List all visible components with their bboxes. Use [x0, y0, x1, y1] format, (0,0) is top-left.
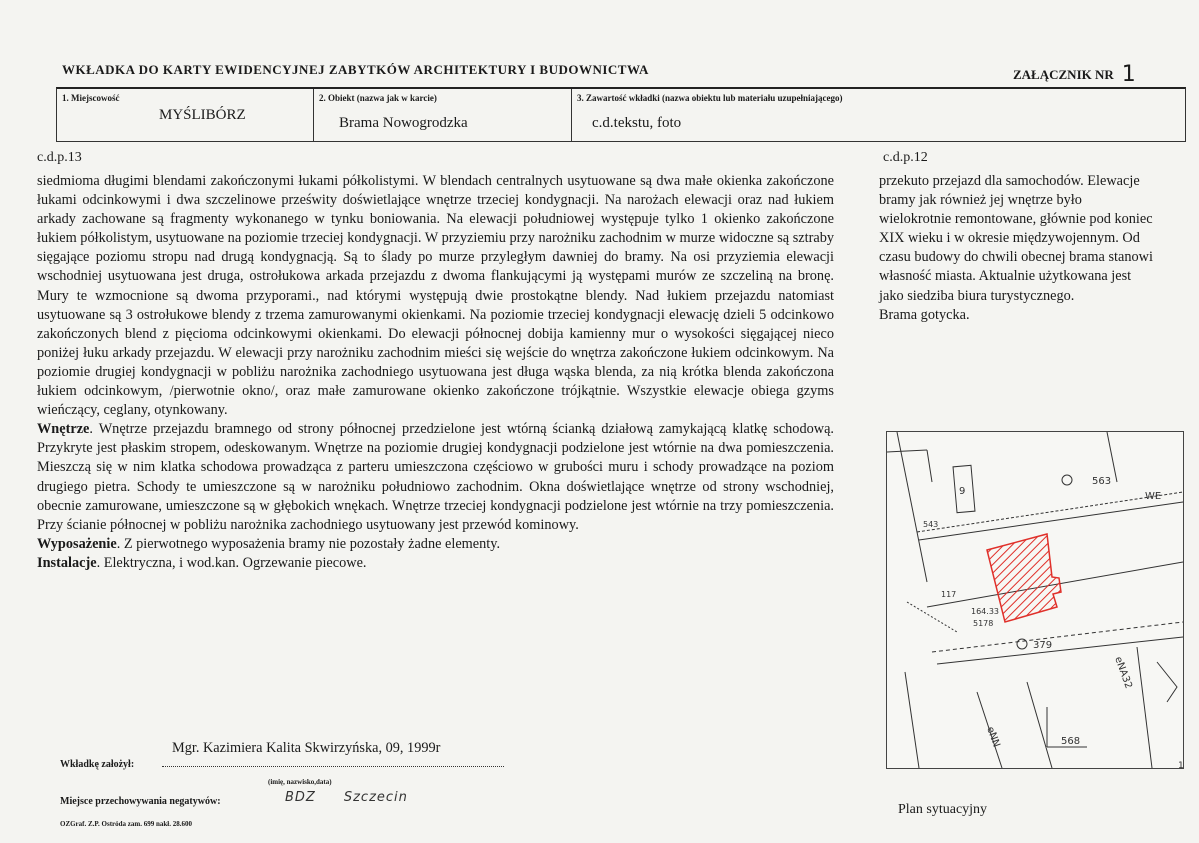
form-title: WKŁADKA DO KARTY EWIDENCYJNEJ ZABYTKÓW ARCHITEKTURY I BUDOWNICTWA	[62, 62, 649, 77]
label-379: 379	[1033, 640, 1053, 651]
survey-point-2	[1017, 639, 1027, 649]
heading-installations: Instalacje	[37, 554, 97, 571]
right-text	[879, 172, 1157, 325]
street-line-north-2	[919, 502, 1183, 540]
plot-line-1	[887, 450, 927, 452]
installations-text: . Elektryczna, i wod.kan. Ogrzewanie piecowe.	[96, 554, 367, 571]
survey-point-1	[1062, 475, 1072, 485]
field-contents-value: c.d.tekstu, foto	[592, 115, 682, 131]
field-locality-value: MYŚLIBÓRZ	[159, 107, 246, 123]
road-line-5	[1027, 682, 1052, 768]
heading-interior: Wnętrze	[37, 421, 90, 438]
road-line-2	[915, 522, 927, 582]
equipment-text: . Z pierwotnego wyposażenia bramy nie pozostały żadne elementy.	[116, 535, 501, 552]
paragraph-style: Brama gotycka.	[879, 306, 970, 323]
plot-line-3	[1107, 432, 1117, 482]
label-5178: 5178	[973, 619, 994, 628]
paragraph-history: przekuto przejazd dla samochodów. Elewacje bramy jak również jej wnętrze było wielokrotnie remontowane, głównie pod koniec XIX wieku i w okresie międzywojennym. Od czasu budowy do chwili obecnej brama stanowi własność miasta. Aktualnie użytkowana jest jako siedziba biura turystycznego.	[879, 173, 1153, 304]
interior-text: . Wnętrze przejazdu bramnego od strony północnej przedzielone jest wtórną ścianką działową zamykającą klatkę schodową. Przykryte jest płaskim stropem, odeskowanym. Wnętrze na poziomie drugiej kondygnacji podzielone jest wtórnie na dwa pomieszczenia. Mieszczą się w nim klatka schodowa prowadząca z parteru umieszczona częściowo w grubości muru i schody prowadzące na poziom drugiego pietra. Schody te umieszczone są w narożniku południowo zachodnim. Okna doświetlające wnętrze od strony wschodniej, obecnie zamurowane, umieszczone są w głębokich wnękach. Wnętrze trzeciej kondygnacji podzielone jest wtórnie na trzy pomieszczenia. Przy ścianie północnej w pobliżu narożnika zachodniego usytuowany jest przewód kominowy.	[37, 421, 834, 533]
plot-line-2	[927, 450, 932, 482]
site-plan-drawing	[887, 432, 1184, 771]
street-line-south-2	[937, 637, 1183, 664]
footer-negatives-label: Miejsce przechowywania negatywów:	[60, 796, 221, 807]
site-plan-map	[886, 431, 1184, 769]
field-object-value: Brama Nowogrodzka	[339, 115, 468, 131]
paragraph-interior	[37, 420, 834, 535]
field-contents	[572, 89, 1185, 141]
negatives-city: Szczecin	[343, 790, 408, 805]
paragraph-facades: siedmioma długimi blendami zakończonymi łukami półkolistymi. W blendach centralnych usytuowane są dwa małe okienka zakończone łukami odcinkowymi i dwa szczelinowe prześwity doświetlające wnętrze trzeciej kondygnacji. Na narożach elewacji oraz nad łukiem arkady zachowane są fragmenty wykonanego w tynku boniowania. Na elewacji południowej występuje tylko 1 okienko zakończone łukiem półkolistym, usytuowane na poziomie trzeciej kondygnacji. W przyziemiu przy narożniku zachodnim w murze widoczne są sztraby sięgające poziomu stropu nad drugą kondygnacją. Są to ślady po murze przyległym dawniej do bramy. Na osi przyziemia elewacji wschodniej usytuowana jest druga, ostrołukowa arkada przejazdu z dwoma flankującymi ją występami murów ze szczeliną na bronę. Mury te wzmocnione są dwoma przyporami., nad którymi występują dwie prostokątne blendy. Nad łukiem przejazdu natomiast usytuowane są 3 ostrołukowe blendy z trzema zamurowanymi okienkami. Na poziomie trzeciej kondygnacji elewację dzieli 5 odcinkowo zakończonych blend z pięcioma odcinkowymi okienkami. Do elewacji północnej dobija kamienny mur o wysokości sięgającej nieco poniżej łuku arkady przejazdu. W elewacji przy narożniku zachodnim mieści się wejście do wnętrza zakończone łukiem odcinkowym. Na poziomie drugiej kondygnacji w pobliżu narożnika zachodniego usytuowana jest długa wąska blenda, za nią krótka blenda zakończona łukiem odcinkowym, /pierwotnie okno/, oraz małe zamurowane okienko zakończone trójkątnie. Wszystkie elewacje obiega gzyms wieńczący, ceglany, otynkowany.	[37, 173, 834, 419]
paragraph-installations	[37, 554, 834, 573]
continuation-ref-left: c.d.p.13	[37, 150, 82, 165]
label-543: 543	[923, 520, 939, 529]
map-caption: Plan sytuacyjny	[898, 802, 988, 817]
street-line-south	[932, 622, 1183, 652]
label-1: 1	[1178, 761, 1184, 771]
label-9: 9	[959, 486, 966, 497]
attachment-label: ZAŁĄCZNIK NR	[1013, 67, 1114, 82]
footer-author-label: Wkładkę założył:	[60, 759, 135, 770]
footer-author-dotted-line	[162, 766, 504, 767]
field-object	[314, 89, 572, 141]
label-563: 563	[1092, 476, 1112, 487]
label-568: 568	[1061, 736, 1081, 747]
main-text	[37, 172, 834, 573]
heading-equipment: Wyposażenie	[37, 535, 117, 552]
negatives-archive: BDZ	[285, 790, 316, 805]
continuation-ref-right: c.d.p.12	[883, 150, 928, 165]
field-contents-label: 3. Zawartość wkładki (nazwa obiektu lub materiału uzupełniającego)	[577, 93, 843, 103]
footer-printer: OZGraf. Z.P. Ostróda zam. 699 nakł. 28.600	[60, 820, 192, 828]
road-line-6	[1137, 647, 1152, 768]
footer-negatives-value	[285, 790, 408, 805]
label-117: 117	[941, 590, 957, 599]
paragraph-equipment	[37, 535, 834, 554]
road-line-1	[897, 432, 915, 522]
field-locality	[57, 89, 314, 141]
footer-author-sub: (imię, nazwisko,data)	[268, 778, 332, 786]
label-16433: 164.33	[971, 607, 999, 616]
label-ena32: eNA32	[1112, 655, 1134, 691]
label-enn: eNN	[984, 725, 1002, 749]
field-object-label: 2. Obiekt (nazwa jak w karcie)	[319, 93, 437, 103]
label-we: WE	[1145, 491, 1162, 502]
author-signature: Mgr. Kazimiera Kalita Skwirzyńska, 09, 1999r	[172, 740, 441, 756]
road-line-3	[905, 672, 919, 768]
attachment-number	[1013, 60, 1136, 85]
field-locality-label: 1. Miejscowość	[62, 93, 120, 103]
header-fields-box	[56, 87, 1186, 142]
stairs-lines	[1157, 662, 1177, 702]
attachment-number-value: 1	[1121, 62, 1136, 87]
